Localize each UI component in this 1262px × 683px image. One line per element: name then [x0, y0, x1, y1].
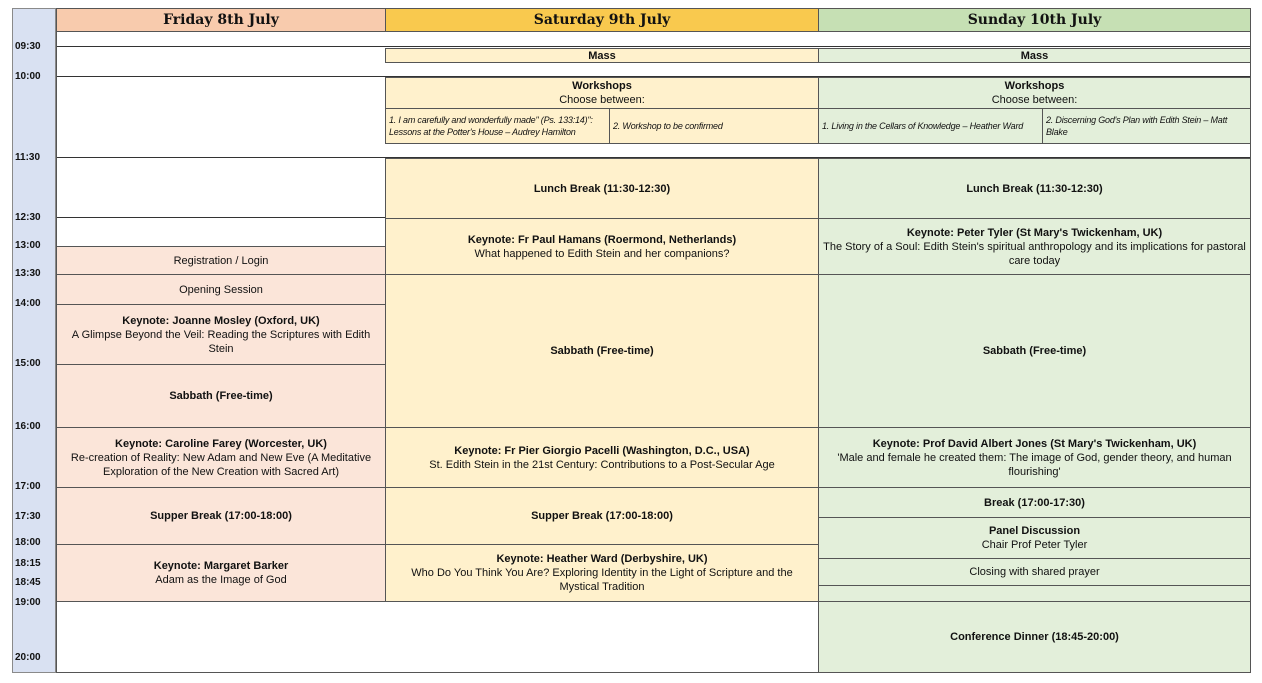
session-label: Mass — [588, 49, 616, 62]
keynote-title: Keynote: Caroline Farey (Worcester, UK) — [115, 437, 327, 450]
friday-keynote-barker — [56, 544, 386, 602]
day-header-sunday: Sunday 10th July — [818, 8, 1251, 32]
time-label: 18:15 — [15, 558, 41, 569]
session-label: Break (17:00-17:30) — [984, 496, 1085, 509]
sunday-empty-slot — [818, 585, 1251, 602]
time-label: 14:00 — [15, 298, 41, 309]
saturday-workshop-1 — [385, 108, 610, 144]
saturday-keynote-ward — [385, 544, 819, 602]
saturday-lunch-break — [385, 158, 819, 219]
saturday-workshop-2 — [609, 108, 819, 144]
saturday-sabbath — [385, 274, 819, 428]
time-label: 09:30 — [15, 41, 41, 52]
time-label: 13:30 — [15, 268, 41, 279]
workshops-title: Workshops — [1004, 80, 1065, 92]
friday-keynote-mosley — [56, 304, 386, 365]
sunday-mass — [818, 48, 1251, 63]
friday-registration — [56, 246, 386, 275]
saturday-keynote-hamans — [385, 218, 819, 275]
time-label: 12:30 — [15, 212, 41, 223]
keynote-title: Keynote: Fr Paul Hamans (Roermond, Netherlands) — [467, 233, 737, 246]
day-header-saturday: Saturday 9th July — [385, 8, 819, 32]
session-label: Conference Dinner (18:45-20:00) — [950, 631, 1119, 643]
friday-opening-session — [56, 274, 386, 305]
time-label: 17:00 — [15, 481, 41, 492]
time-label: 18:45 — [15, 577, 41, 588]
keynote-subtitle: Re-creation of Reality: New Adam and New Eve (A Meditative Exploration of the New Creation with Sacred Art) — [70, 451, 372, 478]
grid-line — [56, 217, 386, 218]
sunday-keynote-jones — [818, 427, 1251, 488]
time-label: 20:00 — [15, 652, 41, 663]
saturday-mass — [385, 48, 819, 63]
keynote-title: Keynote: Peter Tyler (St Mary's Twickenham, UK) — [906, 226, 1163, 239]
sunday-sabbath — [818, 274, 1251, 428]
time-label: 16:00 — [15, 421, 41, 432]
panel-title: Panel Discussion — [988, 525, 1081, 537]
workshop-label: 2. Discerning God's Plan with Edith Stein – Matt Blake — [1046, 115, 1228, 137]
session-label: Opening Session — [179, 283, 263, 296]
saturday-supper-break — [385, 487, 819, 545]
time-column — [12, 8, 56, 673]
friday-supper-break — [56, 487, 386, 545]
session-label: Supper Break (17:00-18:00) — [531, 510, 673, 522]
time-label: 13:00 — [15, 240, 41, 251]
session-label: Lunch Break (11:30-12:30) — [533, 182, 671, 195]
friday-keynote-farey — [56, 427, 386, 488]
keynote-title: Keynote: Fr Pier Giorgio Pacelli (Washington, D.C., USA) — [454, 444, 750, 457]
time-label: 11:30 — [15, 152, 41, 163]
sunday-closing-prayer — [818, 558, 1251, 586]
workshops-title: Workshops — [572, 80, 632, 92]
session-label: Registration / Login — [173, 254, 269, 267]
session-label: Sabbath (Free-time) — [982, 345, 1087, 357]
session-label: Supper Break (17:00-18:00) — [150, 510, 292, 522]
workshop-label: 1. Living in the Cellars of Knowledge – Heather Ward — [822, 121, 1024, 131]
workshops-subtitle: Choose between: — [991, 94, 1078, 106]
keynote-title: Keynote: Margaret Barker — [153, 560, 289, 572]
keynote-title: Keynote: Joanne Mosley (Oxford, UK) — [122, 314, 320, 327]
session-label: Lunch Break (11:30-12:30) — [966, 182, 1103, 195]
keynote-subtitle: Adam as the Image of God — [155, 574, 287, 586]
sunday-workshop-2 — [1042, 108, 1251, 144]
keynote-subtitle: Who Do You Think You Are? Exploring Identity in the Light of Scripture and the Mystical Tradition — [411, 567, 793, 593]
saturday-keynote-pacelli — [385, 427, 819, 488]
keynote-subtitle: What happened to Edith Stein and her companions? — [474, 247, 730, 260]
grid-line — [56, 46, 1251, 47]
sunday-break — [818, 487, 1251, 518]
session-label: Mass — [1020, 49, 1049, 62]
time-label: 15:00 — [15, 358, 41, 369]
sunday-workshops-header — [818, 77, 1251, 109]
time-label: 10:00 — [15, 71, 41, 82]
keynote-title: Keynote: Heather Ward (Derbyshire, UK) — [496, 553, 708, 565]
session-label: Sabbath (Free-time) — [169, 390, 273, 402]
sunday-lunch-break — [818, 158, 1251, 219]
keynote-subtitle: A Glimpse Beyond the Veil: Reading the Scriptures with Edith Stein — [71, 328, 371, 355]
sunday-conference-dinner — [818, 601, 1251, 673]
keynote-subtitle: St. Edith Stein in the 21st Century: Contributions to a Post-Secular Age — [429, 458, 775, 471]
panel-subtitle: Chair Prof Peter Tyler — [981, 539, 1088, 551]
time-label: 19:00 — [15, 597, 41, 608]
time-label: 18:00 — [15, 537, 41, 548]
workshops-subtitle: Choose between: — [559, 94, 645, 106]
session-label: Sabbath (Free-time) — [550, 345, 654, 357]
sunday-workshop-1 — [818, 108, 1043, 144]
workshop-label: 1. I am carefully and wonderfully made" (Ps. 133:14)": Lessons at the Potter's House – Audrey Hamilton — [389, 115, 593, 137]
saturday-workshops-header — [385, 77, 819, 109]
keynote-subtitle: The Story of a Soul: Edith Stein's spiritual anthropology and its implications for pastoral care today — [823, 240, 1246, 267]
session-label: Closing with shared prayer — [969, 566, 1100, 578]
keynote-subtitle: 'Male and female he created them: The image of God, gender theory, and human flourishing' — [837, 451, 1232, 478]
friday-sabbath — [56, 364, 386, 428]
sunday-keynote-tyler — [818, 218, 1251, 275]
keynote-title: Keynote: Prof David Albert Jones (St Mary's Twickenham, UK) — [872, 437, 1197, 450]
day-header-friday: Friday 8th July — [56, 8, 386, 32]
sunday-panel-discussion — [818, 517, 1251, 559]
workshop-label: 2. Workshop to be confirmed — [613, 121, 723, 131]
time-label: 17:30 — [15, 511, 41, 522]
